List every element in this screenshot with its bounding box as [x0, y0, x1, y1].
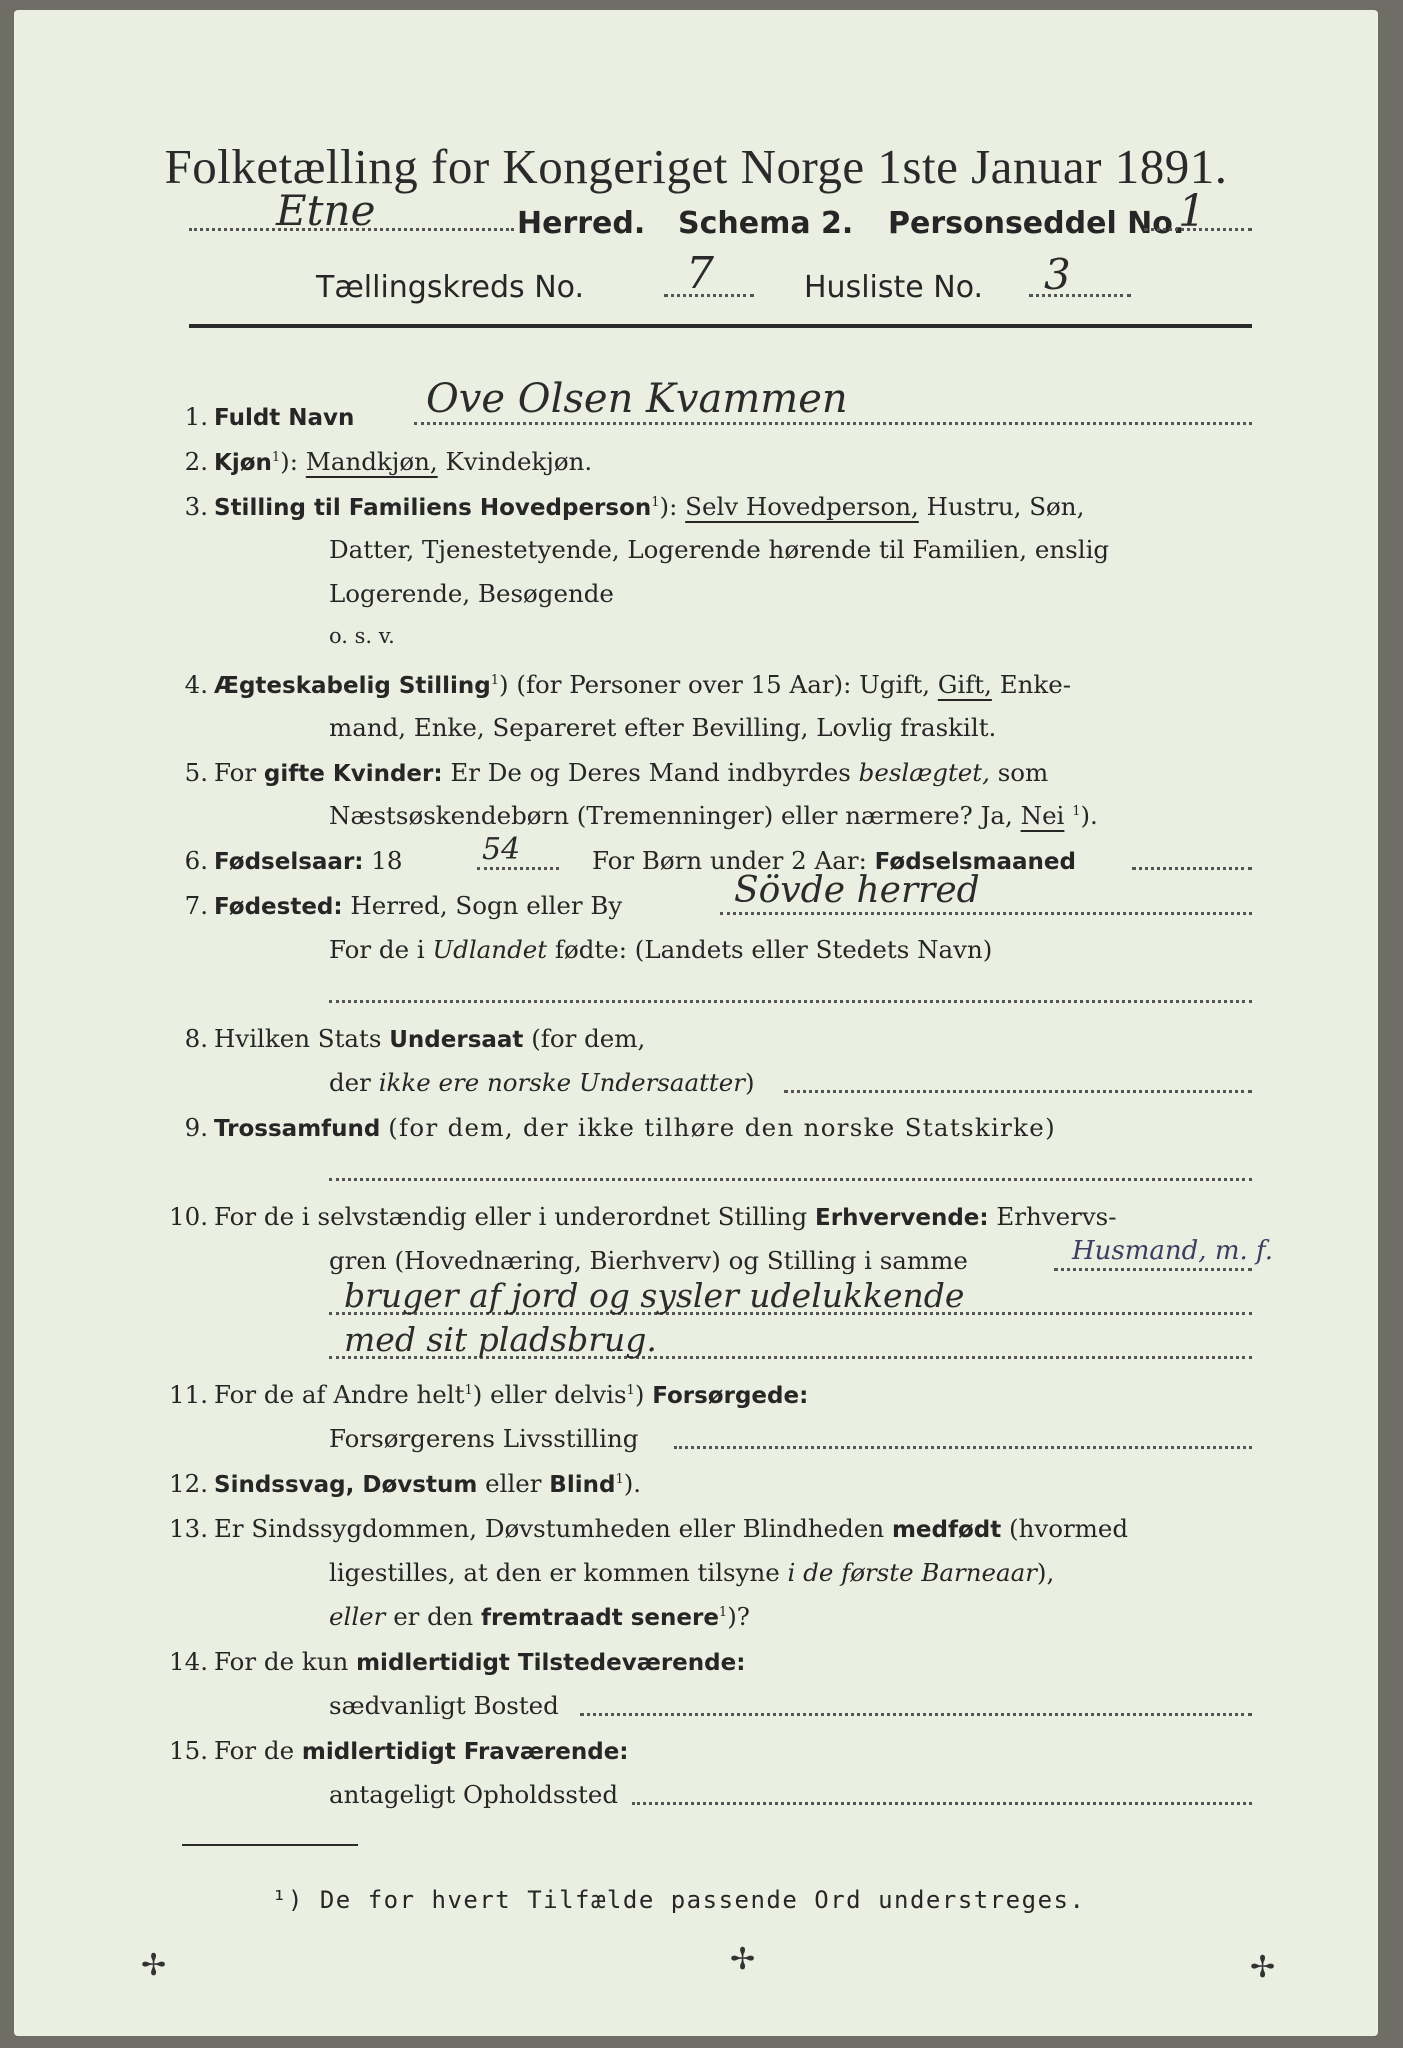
item-text: For de kun	[214, 1647, 349, 1676]
item-label: Blind	[549, 1472, 616, 1498]
item-text: (for Personer over 15 Aar): Ugift,	[516, 670, 931, 699]
herred-label: Herred.	[517, 206, 646, 241]
q9-dotted-line	[329, 1178, 1252, 1181]
kreds-label: Tællingskreds No.	[316, 270, 584, 305]
item-number: 7.	[184, 891, 208, 920]
item-text: For de af Andre helt	[214, 1380, 465, 1409]
q1-dotted-line	[414, 422, 1252, 425]
item-label: Forsørgede:	[652, 1383, 809, 1409]
footnote-ref: 1	[490, 672, 500, 688]
item-12: 12. Sindssvag, Døvstum eller Blind$^1$).	[214, 1469, 641, 1498]
item-3-line-2: Datter, Tjenestetyende, Logerende hørende til Familien, enslig	[329, 535, 1110, 564]
q10-dotted-line-1	[1054, 1268, 1252, 1271]
item-italic-text: eller	[329, 1602, 386, 1631]
item-text: Erhvervs-	[996, 1202, 1117, 1231]
item-number: 3.	[184, 492, 208, 521]
item-number: 10.	[169, 1202, 208, 1231]
footnote-ref: 1	[651, 494, 660, 510]
occupation-value-3: med sit pladsbrug.	[344, 1320, 657, 1359]
item-label: Erhvervende:	[815, 1205, 989, 1231]
q7-foreign-dotted-line	[329, 1000, 1252, 1003]
item-4-line-2: mand, Enke, Separeret efter Bevilling, Lovlig fraskilt.	[329, 713, 997, 742]
item-11: 11. For de af Andre helt$^1$) eller delvis$^1$) Forsørgede:	[214, 1380, 808, 1409]
item-text: For	[214, 758, 257, 787]
option-selected: Selv Hovedperson,	[685, 492, 919, 521]
item-7	[184, 891, 623, 920]
footnote-ref: 1	[271, 449, 281, 465]
option: Kvindekjøn.	[445, 447, 593, 476]
footnote-ref: 1	[1072, 803, 1081, 819]
occupation-value-1: Husmand, m. f.	[1072, 1236, 1273, 1266]
item-4: 4. Ægteskabelig Stilling$^1$) (for Personer over 15 Aar): Ugift, Gift, Enke-	[214, 670, 1071, 699]
item-label: midlertidigt Fraværende:	[301, 1739, 629, 1765]
husliste-no: 3	[1044, 250, 1071, 299]
birth-year-prefix: 18	[371, 846, 403, 875]
item-text: For de i	[329, 935, 425, 964]
item-label: Fødselsmaaned	[874, 849, 1076, 875]
occupation-value-2: bruger af jord og sysler udelukkende	[344, 1276, 965, 1315]
item-number: 6.	[184, 846, 208, 875]
item-number: 2.	[184, 447, 208, 476]
item-1	[184, 402, 355, 431]
item-14-line-2: sædvanligt Bosted	[329, 1691, 559, 1720]
item-text: eller delvis	[490, 1380, 627, 1409]
item-label: Undersaat	[389, 1027, 524, 1053]
item-number: 8.	[184, 1024, 208, 1053]
schema-label: Schema 2.	[678, 206, 854, 241]
kreds-no: 7	[686, 248, 714, 299]
item-number: 11.	[169, 1380, 208, 1409]
option-selected: Mandkjøn,	[305, 447, 438, 476]
item-text: Hvilken Stats	[214, 1024, 382, 1053]
item-9	[184, 1113, 1056, 1142]
item-11-line-2: Forsørgerens Livsstilling	[329, 1424, 639, 1453]
q8-dotted-line	[784, 1090, 1252, 1093]
item-text: Er De og Deres Mand indbyrdes	[450, 758, 851, 787]
item-8-line-2: der ikke ere norske Undersaatter)	[329, 1068, 755, 1097]
item-text: )?	[727, 1602, 750, 1631]
herred-name: Etne	[276, 186, 376, 235]
item-italic-text: Udlandet	[432, 935, 548, 964]
item-number: 4.	[184, 670, 208, 699]
registration-mark-icon: ✢	[730, 1942, 756, 1977]
item-text: For de	[214, 1736, 295, 1765]
q6-year-dotted-line	[477, 867, 559, 870]
option-selected: Gift,	[937, 670, 992, 699]
husliste-label: Husliste No.	[804, 270, 984, 305]
item-text: For de i selvstændig eller i underordnet Stilling	[214, 1202, 808, 1231]
item-text: (for dem,	[531, 1024, 646, 1053]
q14-dotted-line	[580, 1713, 1252, 1716]
item-number: 12.	[169, 1469, 208, 1498]
item-number: 15.	[169, 1736, 208, 1765]
item-number: 14.	[169, 1647, 208, 1676]
item-text: som	[997, 758, 1049, 787]
q6-month-dotted-line	[1132, 867, 1252, 870]
item-13	[169, 1514, 1129, 1543]
item-italic-text: i de første Barneaar	[787, 1558, 1037, 1587]
item-label: medfødt	[891, 1517, 1002, 1543]
item-7-line-2	[329, 935, 992, 964]
item-13-line-3: eller er den fremtraadt senere$^1$)?	[329, 1602, 750, 1631]
footnote-rule	[182, 1844, 358, 1846]
census-form-sheet	[14, 10, 1378, 2036]
option-selected: Nei	[1020, 801, 1065, 830]
option-text: Hustru, Søn,	[926, 492, 1085, 521]
item-text: Er Sindssygdommen, Døvstumheden eller Blindheden	[214, 1514, 885, 1543]
item-label: Kjøn	[214, 450, 272, 476]
registration-mark-icon: ✢	[1250, 1950, 1276, 1985]
item-14	[169, 1647, 746, 1676]
item-label: Ægteskabelig Stilling	[214, 673, 491, 699]
footnote: ¹) De for hvert Tilfælde passende Ord understreges.	[272, 1886, 1086, 1914]
item-number: 1.	[184, 402, 208, 431]
q15-dotted-line	[632, 1802, 1252, 1805]
item-italic-text: ikke ere norske Undersaatter	[378, 1068, 745, 1097]
registration-mark-icon: ✢	[141, 1948, 167, 1983]
item-label: gifte Kvinder:	[263, 761, 443, 787]
item-text: ligestilles, at den er kommen tilsyne	[329, 1558, 780, 1587]
item-6	[184, 846, 403, 875]
item-number: 13.	[169, 1514, 208, 1543]
item-label: Trossamfund	[214, 1116, 381, 1142]
item-text: (for dem, der ikke tilhøre den norske Statskirke)	[388, 1113, 1056, 1142]
personseddel-label: Personseddel No.	[888, 206, 1185, 241]
item-text: er den	[393, 1602, 474, 1631]
full-name-value: Ove Olsen Kvammen	[426, 376, 848, 422]
header-rule	[189, 324, 1252, 328]
item-text: fødte: (Landets eller Stedets Navn)	[554, 935, 993, 964]
item-3-line-4: o. s. v.	[329, 624, 395, 648]
item-text: ).	[623, 1469, 642, 1498]
birth-year-value: 54	[482, 832, 521, 867]
q11-dotted-line	[674, 1446, 1252, 1449]
item-10	[169, 1202, 1117, 1231]
item-2: 2. Kjøn$^1$): Mandkjøn, Kvindekjøn.	[214, 447, 592, 476]
item-text: For Børn under 2 Aar:	[592, 846, 867, 875]
item-number: 9.	[184, 1113, 208, 1142]
item-label: fremtraadt senere	[480, 1605, 719, 1631]
item-label: midlertidigt Tilstedeværende:	[356, 1650, 746, 1676]
item-text: Herred, Sogn eller By	[350, 891, 623, 920]
item-text: Næstsøskendebørn (Tremenninger) eller nærmere? Ja,	[329, 801, 1013, 830]
item-3-line-3: Logerende, Besøgende	[329, 579, 614, 608]
item-text: (hvormed	[1009, 1514, 1129, 1543]
item-label: Fuldt Navn	[214, 405, 355, 431]
item-italic-text: beslægtet,	[858, 758, 990, 787]
item-label: Stilling til Familiens Hovedperson	[214, 495, 652, 521]
item-text: der	[329, 1068, 371, 1097]
item-5-line-2: Næstsøskendebørn (Tremenninger) eller nærmere? Ja, Nei $^1$).	[329, 801, 1098, 830]
birthplace-value: Sövde herred	[734, 870, 980, 911]
item-13-line-2: ligestilles, at den er kommen tilsyne i de første Barneaar),	[329, 1558, 1055, 1587]
form-title: Folketælling for Kongeriget Norge 1ste Januar 1891.	[164, 139, 1228, 194]
item-number: 5.	[184, 758, 208, 787]
item-15	[169, 1736, 629, 1765]
personseddel-no: 1	[1178, 186, 1206, 237]
item-5	[184, 758, 1049, 787]
item-text: eller	[485, 1469, 542, 1498]
item-15-line-2: antageligt Opholdssted	[329, 1780, 618, 1809]
item-8	[184, 1024, 646, 1053]
item-label: Fødselsaar:	[214, 849, 364, 875]
q7-dotted-line	[720, 912, 1252, 915]
item-text: Enke-	[999, 670, 1072, 699]
item-3: 3. Stilling til Familiens Hovedperson$^1$): Selv Hovedperson, Hustru, Søn,	[214, 492, 1084, 521]
item-label: Fødested:	[214, 894, 343, 920]
item-label: Sindssvag, Døvstum	[214, 1472, 478, 1498]
item-10-line-2: gren (Hovednæring, Bierhverv) og Stilling i samme	[329, 1246, 968, 1275]
